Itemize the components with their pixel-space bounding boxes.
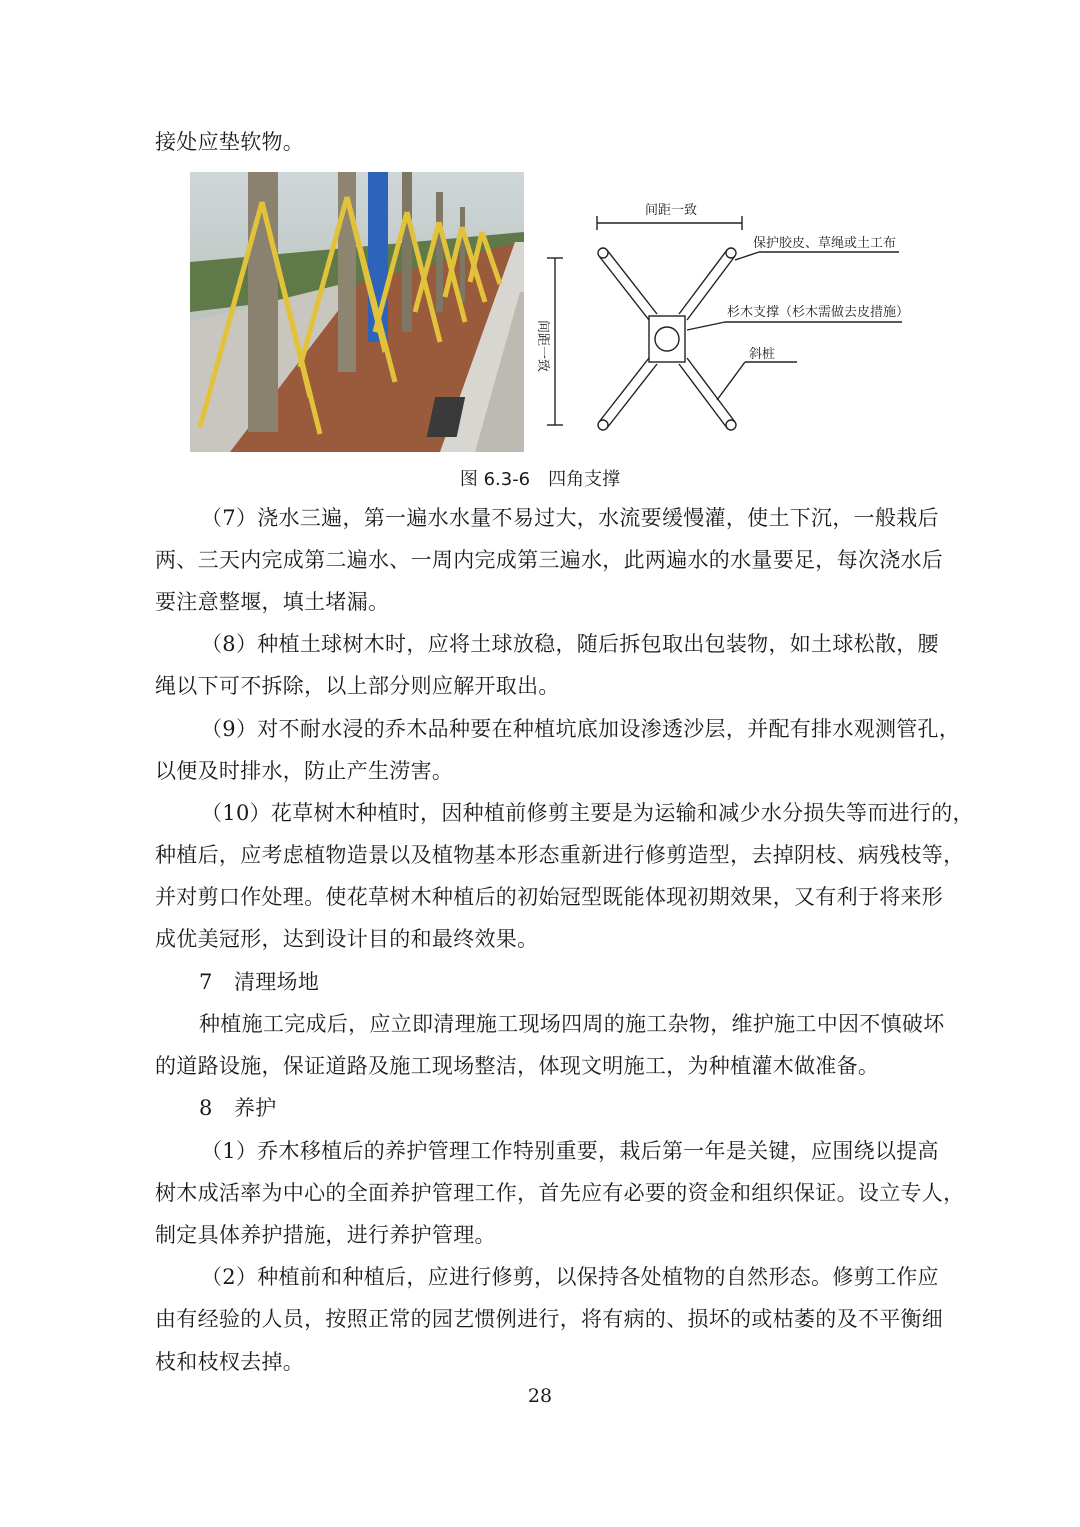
section-heading: 8 养护 (199, 1096, 277, 1120)
text-line: 接处应垫软物。 (155, 130, 305, 154)
tree-support-photo (190, 172, 524, 452)
text-line: 成优美冠形，达到设计目的和最终效果。 (155, 927, 539, 951)
support-diagram-svg (527, 190, 917, 452)
text-line: 要注意整堰，填土堵漏。 (155, 590, 390, 614)
text-line: 两、三天内完成第二遍水、一周内完成第三遍水，此两遍水的水量要足，每次浇水后 (155, 548, 944, 572)
text-line: 以便及时排水，防止产生涝害。 (155, 759, 454, 783)
text-line: 的道路设施，保证道路及施工现场整洁，体现文明施工，为种植灌木做准备。 (155, 1054, 880, 1078)
text-line: 由有经验的人员，按照正常的园艺惯例进行，将有病的、损坏的或枯萎的及不平衡细 (155, 1307, 944, 1331)
text-line: 树木成活率为中心的全面养护管理工作，首先应有必要的资金和组织保证。设立专人， (155, 1181, 965, 1205)
spacing-top-label: 间距一致 (645, 203, 698, 218)
text-line: （8）种植土球树木时，应将土球放稳，随后拆包取出包装物，如土球松散，腰 (201, 632, 939, 656)
four-corner-support-diagram (527, 190, 917, 452)
text-line: （2）种植前和种植后，应进行修剪，以保持各处植物的自然形态。修剪工作应 (201, 1265, 939, 1289)
stake-label: 斜桩 (749, 347, 776, 362)
text-line: （7）浇水三遍，第一遍水水量不易过大，水流要缓慢灌，使土下沉，一般栽后 (201, 506, 939, 530)
fir-brace-label: 杉木支撑（杉木需做去皮措施） (727, 305, 910, 320)
page-number: 28 (527, 1385, 553, 1407)
text-line: 绳以下可不拆除，以上部分则应解开取出。 (155, 674, 560, 698)
spacing-side-label: 间距一致 (535, 320, 550, 373)
text-line: 种植施工完成后，应立即清理施工现场四周的施工杂物，维护施工中因不慎破坏 (199, 1012, 945, 1036)
text-line: 制定具体养护措施，进行养护管理。 (155, 1223, 496, 1247)
text-line: 并对剪口作处理。使花草树木种植后的初始冠型既能体现初期效果，又有利于将来形 (155, 885, 944, 909)
photo-illustration (190, 172, 524, 452)
section-heading: 7 清理场地 (199, 970, 320, 994)
text-line: （1）乔木移植后的养护管理工作特别重要，栽后第一年是关键，应围绕以提高 (201, 1139, 939, 1163)
text-line: 种植后，应考虑植物造景以及植物基本形态重新进行修剪造型，去掉阴枝、病残枝等， (155, 843, 965, 867)
text-line: 枝和枝杈去掉。 (155, 1350, 305, 1374)
figure-caption: 图 6.3-6 四角支撑 (459, 469, 621, 490)
protective-material-label: 保护胶皮、草绳或土工布 (753, 236, 897, 251)
text-line: （9）对不耐水浸的乔木品种要在种植坑底加设渗透沙层，并配有排水观测管孔， (201, 717, 961, 741)
text-line: （10）花草树木种植时，因种植前修剪主要是为运输和减少水分损失等而进行的， (201, 801, 974, 825)
